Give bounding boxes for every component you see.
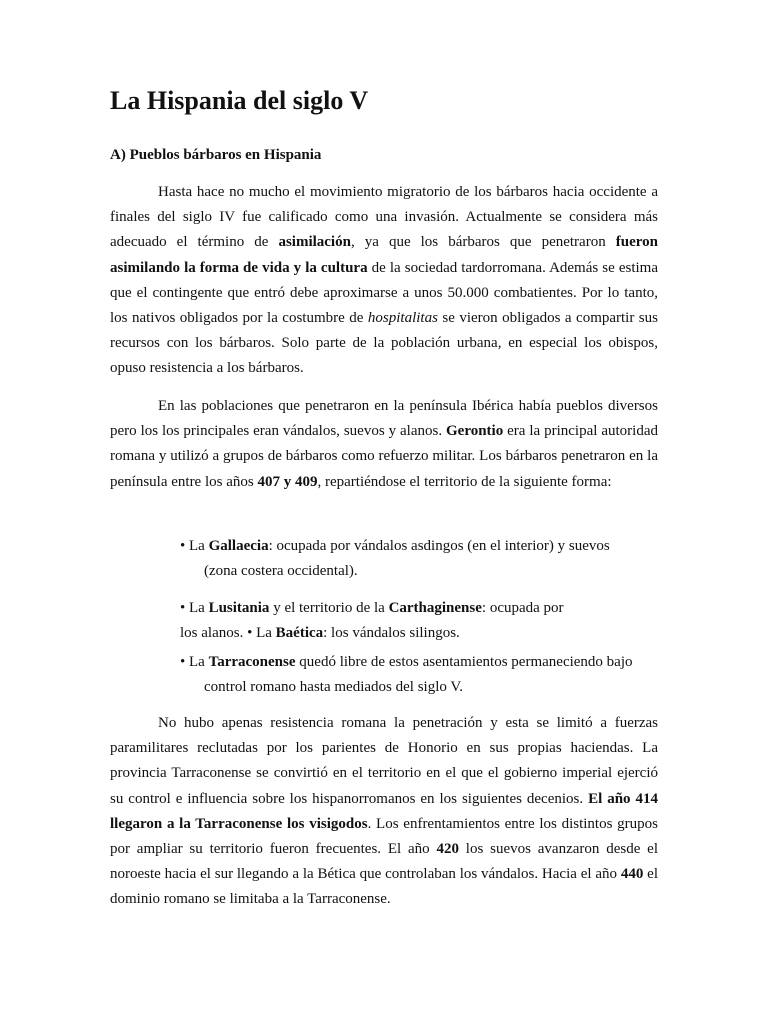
- bold-region: Baética: [275, 625, 324, 641]
- text-run: , ya que los bárbaros que penetraron: [350, 234, 616, 251]
- bold-region: Tarraconense: [208, 654, 296, 670]
- bullet-text: : ocupada por vándalos asdingos (en el interior) y suevos: [268, 538, 610, 554]
- bullet-text: • La: [180, 600, 209, 616]
- text-run: Hasta hace no mucho el movimiento migratorio de los bárbaros hacia occidente a finales del siglo IV fue calificado como una invasión. Actualmente se considera más adecuado el término de: [110, 184, 658, 251]
- bullet-gallaecia: [180, 534, 610, 559]
- bullet-text: y el territorio de la: [269, 600, 389, 616]
- bullet-text: los alanos. • La: [180, 625, 276, 641]
- bullet-tarraconense: [180, 650, 633, 675]
- bold-year: 440: [620, 866, 644, 883]
- bullet-text: quedó libre de estos asentamientos permaneciendo bajo: [295, 654, 633, 670]
- bullet-text: : los vándalos silingos.: [323, 625, 460, 641]
- text-run: los suevos avanzaron desde el noroeste hacia el sur llegando a la Bética que controlaban los vándalos. Hacia el año: [110, 841, 658, 883]
- paragraph-1: [110, 180, 658, 382]
- text-run: . Los enfrentamientos entre los distintos grupos por ampliar su territorio fueron frecuentes. El año: [110, 815, 658, 858]
- bullet-tarraconense-continuation: control romano hasta mediados del siglo V.: [204, 679, 463, 695]
- bullet-baetica: [180, 621, 460, 646]
- bold-year: 420: [436, 841, 459, 858]
- bold-region: Carthaginense: [388, 600, 482, 616]
- paragraph-3: [110, 711, 658, 913]
- italic-term: hospitalitas: [367, 310, 438, 327]
- bullet-gallaecia-continuation: (zona costera occidental).: [204, 563, 358, 579]
- bold-years: 407 y 409: [257, 473, 318, 490]
- section-heading: A) Pueblos bárbaros en Hispania: [110, 147, 322, 163]
- bold-phrase: El año 414 llegaron a la Tarraconense los visigodos: [110, 790, 659, 832]
- text-run: era la principal autoridad romana y utilizó a grupos de bárbaros como refuerzo militar. Los bárbaros penetraron en la península entre los años: [110, 423, 658, 490]
- bullet-text: • La: [180, 654, 209, 670]
- bold-phrase: fueron asimilando la forma de vida y la cultura: [110, 234, 658, 276]
- text-run: se vieron obligados a compartir sus recursos con los bárbaros. Solo parte de la población urbana, en especial los obispos, opuso resistencia a los bárbaros.: [110, 310, 658, 377]
- text-run: el dominio romano se limitaba a la Tarraconense.: [110, 866, 658, 908]
- bold-region: Gallaecia: [208, 538, 269, 554]
- text-run: de la sociedad tardorromana. Además se estima que el contingente que entró debe aproximarse a unos 50.000 combatientes. Por lo tanto, los nativos obligados por la costumbre de: [110, 259, 658, 327]
- text-run: No hubo apenas resistencia romana la penetración y esta se limitó a fuerzas paramilitares reclutadas por los parientes de Honorio en sus propias haciendas. La provincia Tarraconense se convirtió en el territorio en el que el gobierno imperial ejerció su control e influencia sobre los hispanorromanos en los siguientes decenios.: [110, 715, 658, 807]
- bold-term: asimilación: [278, 234, 351, 251]
- paragraph-2: [110, 394, 658, 495]
- bullet-lusitania: [180, 596, 564, 621]
- page-title: La Hispania del siglo V: [110, 86, 369, 115]
- bullet-text: • La: [180, 538, 209, 554]
- text-run: , repartiéndose el territorio de la siguiente forma:: [317, 473, 612, 490]
- bold-term: Gerontio: [446, 423, 504, 440]
- text-run: En las poblaciones que penetraron en la península Ibérica había pueblos diversos pero los los principales eran vándalos, suevos y alanos.: [110, 398, 658, 440]
- bullet-text: : ocupada por: [481, 600, 564, 616]
- bold-region: Lusitania: [208, 600, 270, 616]
